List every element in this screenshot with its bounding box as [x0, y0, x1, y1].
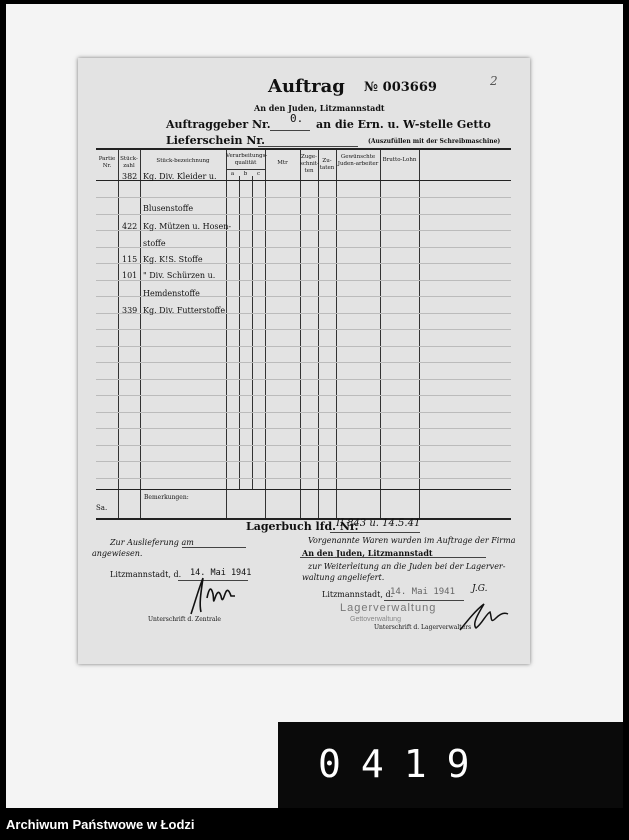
header-qualitaet: Verarbeitungs-qualität — [226, 153, 268, 166]
col-line — [118, 150, 119, 518]
header-q-b: b — [243, 171, 248, 177]
header-partie: Partie Nr. — [98, 156, 116, 169]
row-2-desc: Blusenstoffe — [143, 204, 194, 213]
row-6-count: 101 — [122, 271, 138, 280]
row-6-desc: " Div. Schürzen u. — [143, 271, 216, 280]
row-8-desc: Kg. Div. Futterstoffe — [143, 306, 226, 315]
row-4-desc: stoffe — [143, 239, 166, 248]
right-date: 14. Mai 1941 — [390, 587, 456, 597]
lagerbuch-label: Lagerbuch lfd. Nr. — [246, 520, 359, 533]
col-line — [336, 150, 337, 518]
row-rule — [96, 395, 511, 396]
right-sig-caption: Unterschrift d. Lagerverwalters — [374, 624, 472, 631]
header-stueckzahl: Stück-zahl — [120, 156, 138, 169]
row-rule — [96, 428, 511, 429]
right-firm-line — [300, 557, 486, 558]
row-5-count: 115 — [122, 255, 138, 264]
left-signature — [173, 574, 263, 616]
row-rule — [96, 346, 511, 347]
row-3-desc: Kg. Mützen u. Hosen- — [143, 222, 232, 231]
header-zugeschnitten: Zuge-schnit-ten — [300, 154, 319, 174]
client-number-line — [270, 130, 310, 131]
right-line-4: waltung angeliefert. — [302, 573, 385, 582]
row-rule — [96, 329, 511, 330]
delivery-note: (Auszufüllen mit der Schreibmaschine) — [368, 138, 501, 145]
row-rule — [96, 445, 511, 446]
col-line — [300, 150, 301, 518]
col-line — [318, 150, 319, 518]
sum-top-line — [96, 489, 511, 490]
row-1-desc: Kg. Div. Kleider u. — [143, 172, 217, 181]
col-line — [140, 150, 141, 518]
header-q-c: c — [256, 171, 261, 177]
delivery-number-line — [258, 146, 358, 147]
row-rule — [96, 461, 511, 462]
right-line-3: zur Weiterleitung an die Juden bei der Lagerver- — [308, 562, 506, 571]
order-table — [96, 148, 511, 520]
right-date-underline — [384, 600, 464, 601]
stamp-lagerverwaltung: Lagerverwaltung — [340, 602, 437, 614]
form-number: № 003669 — [364, 80, 437, 95]
quality-sub-line — [226, 169, 265, 170]
client-number: 0. — [290, 112, 304, 125]
left-date: 14. Mai 1941 — [190, 568, 252, 578]
header-gewuenscht: Gewünschte Juden-arbeiter — [337, 154, 379, 167]
corner-mark: 2 — [490, 74, 498, 88]
row-1-count: 382 — [122, 172, 138, 181]
header-bezeichnung: Stück-bezeichnung — [156, 158, 210, 164]
right-place: Litzmannstadt, d. — [322, 590, 394, 599]
header-mtr: Mtr — [277, 160, 288, 166]
row-rule — [96, 379, 511, 380]
col-line — [239, 176, 240, 490]
col-line — [226, 150, 227, 518]
left-sig-caption: Unterschrift d. Zentrale — [148, 616, 221, 623]
right-line-1: Vorgenannte Waren wurden im Auftrage der Firma — [308, 536, 516, 545]
remarks-label: Bemerkungen: — [144, 494, 189, 501]
document-sheet — [78, 58, 530, 664]
col-line — [380, 150, 381, 518]
stamp-gettoverwaltung: Gettoverwaltung — [350, 616, 401, 623]
archive-footer: Archiwum Państwowe w Łodzi — [0, 810, 629, 840]
row-rule — [96, 362, 511, 363]
recipient-line: An den Juden, Litzmannstadt — [254, 103, 385, 113]
right-initials: J.G. — [472, 584, 488, 594]
row-rule — [96, 214, 511, 215]
left-date-line — [182, 547, 246, 548]
left-place: Litzmannstadt, d. — [110, 570, 182, 579]
right-line-2: An den Juden, Litzmannstadt — [302, 548, 433, 558]
client-suffix: an die Ern. u. W-stelle Getto — [316, 118, 491, 131]
form-title: Auftrag — [268, 76, 345, 97]
row-rule — [96, 412, 511, 413]
col-line — [265, 150, 266, 518]
left-line-2: angewiesen. — [92, 549, 143, 558]
client-label: Auftraggeber Nr. — [166, 118, 271, 131]
header-brutto: Brutto-Lohn — [382, 157, 417, 163]
row-8-count: 339 — [122, 306, 138, 315]
row-5-desc: Kg. K!S. Stoffe — [143, 255, 203, 264]
col-line — [252, 176, 253, 490]
sum-label: Sa. — [96, 504, 108, 512]
row-rule — [96, 197, 511, 198]
col-line — [419, 150, 420, 518]
row-7-desc: Hemdenstoffe — [143, 289, 200, 298]
delivery-label: Lieferschein Nr. — [166, 134, 265, 147]
row-rule — [96, 478, 511, 479]
header-q-a: a — [230, 171, 235, 177]
film-frame-number: 0419 — [318, 742, 490, 786]
right-signature — [454, 596, 514, 636]
left-line-1: Zur Auslieferung am — [110, 538, 194, 547]
lagerbuch-line — [330, 532, 420, 533]
row-3-count: 422 — [122, 222, 138, 231]
lagerbuch-value: II 843 u. 14.5.41 — [336, 518, 421, 529]
header-zutaten: Zu-taten — [319, 158, 335, 171]
